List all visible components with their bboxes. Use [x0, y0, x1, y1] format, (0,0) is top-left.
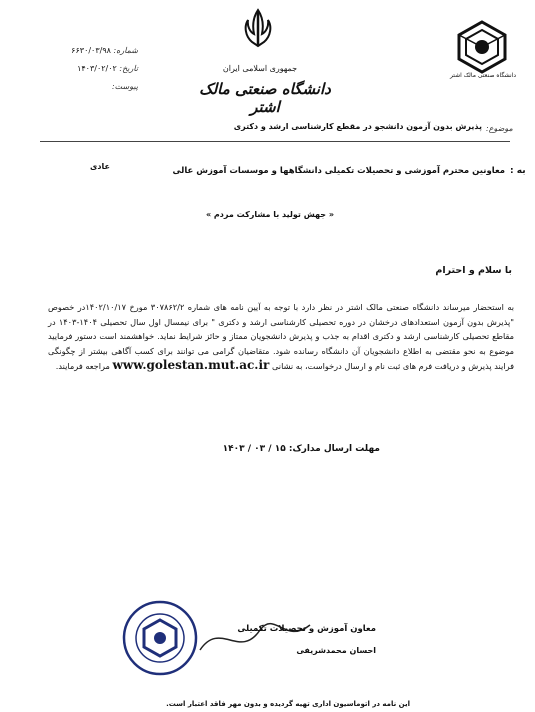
letter-date: [38, 64, 138, 73]
date-label: تاریخ:: [119, 64, 138, 73]
university-logo-icon: [455, 20, 509, 74]
subject-label: موضوع:: [486, 124, 513, 133]
footer-note: این نامه در اتوماسیون اداری تهیه گردیده و بدون مهر فاقد اعتبار است.: [166, 700, 410, 708]
logo-caption: دانشگاه صنعتی مالک اشتر: [449, 72, 517, 79]
website-link[interactable]: www.golestan.mut.ac.ir: [112, 358, 270, 373]
addressee-text: معاونین محترم آموزشی و تحصیلات تکمیلی دانشگاهها و موسسات آموزش عالی: [172, 166, 505, 176]
number-value: ۶۶۳۰/۰۳/۹۸: [71, 46, 111, 55]
body-end: مراجعه فرمایند.: [55, 361, 110, 372]
subject-text: پذیرش بدون آزمون دانشجو در مقطع کارشناسی ارشد و دکتری: [233, 122, 482, 131]
body-text: به استحضار میرساند دانشگاه صنعتی مالک اشتر در نظر دارد با توجه به آیین نامه های شماره ۳۰۷۸۶۲/۲ مورخ ۱۴۰۲/۱۰/۱۷در خصوص "پذیرش بدون آزمون استعدادهای درخشان در دوره تحصیلی کارشناسی ارشد و دکتری " برای نیمسال اول سال تحصیلی ۱۴۰۴-۱۴۰۳ در مقاطع تحصیلی کارشناسی ارشد و دکتری اقدام به جذب و پذیرش دانشجویان ممتاز و حائز شرایط نماید. خواهشمند است دستور فرمایید موضوع به نحو مقتضی به اطلاع دانشجویان آن دانشگاه رسانده شود. متقاضیان گرامی می توانند برای کسب آگاهی بیشتر از چگونگی فرایند پذیرش و دریافت فرم های ثبت نام و ارسال درخواست، به نشانی: [48, 302, 515, 372]
date-value: ۱۴۰۳/۰۲/۰۲: [77, 64, 117, 73]
signature-icon: [190, 600, 330, 670]
republic-title: جمهوری اسلامی ایران: [222, 64, 298, 73]
body-paragraph: [48, 300, 514, 374]
letter-attachment: [38, 82, 138, 91]
iran-emblem-icon: [238, 6, 278, 50]
signatory-name: احسان محمدشریفی: [296, 646, 376, 655]
letter-number: [38, 46, 138, 55]
signatory-title: معاون آموزش و تحصیلات تکمیلی: [237, 624, 376, 634]
priority-label: عادی: [90, 162, 110, 171]
attachment-label: پیوست:: [111, 82, 138, 91]
to-label: به :: [510, 166, 526, 176]
motto: « جهش تولید با مشارکت مردم »: [205, 210, 335, 219]
university-stamp-icon: [120, 598, 200, 678]
university-name: دانشگاه صنعتی مالک اشتر: [199, 80, 331, 116]
header-divider: [40, 141, 510, 142]
number-label: شماره:: [113, 46, 138, 55]
greeting: با سلام و احترام: [435, 265, 512, 276]
deadline: مهلت ارسال مدارک: ۱۵ / ۰۳ / ۱۴۰۳: [222, 444, 380, 454]
